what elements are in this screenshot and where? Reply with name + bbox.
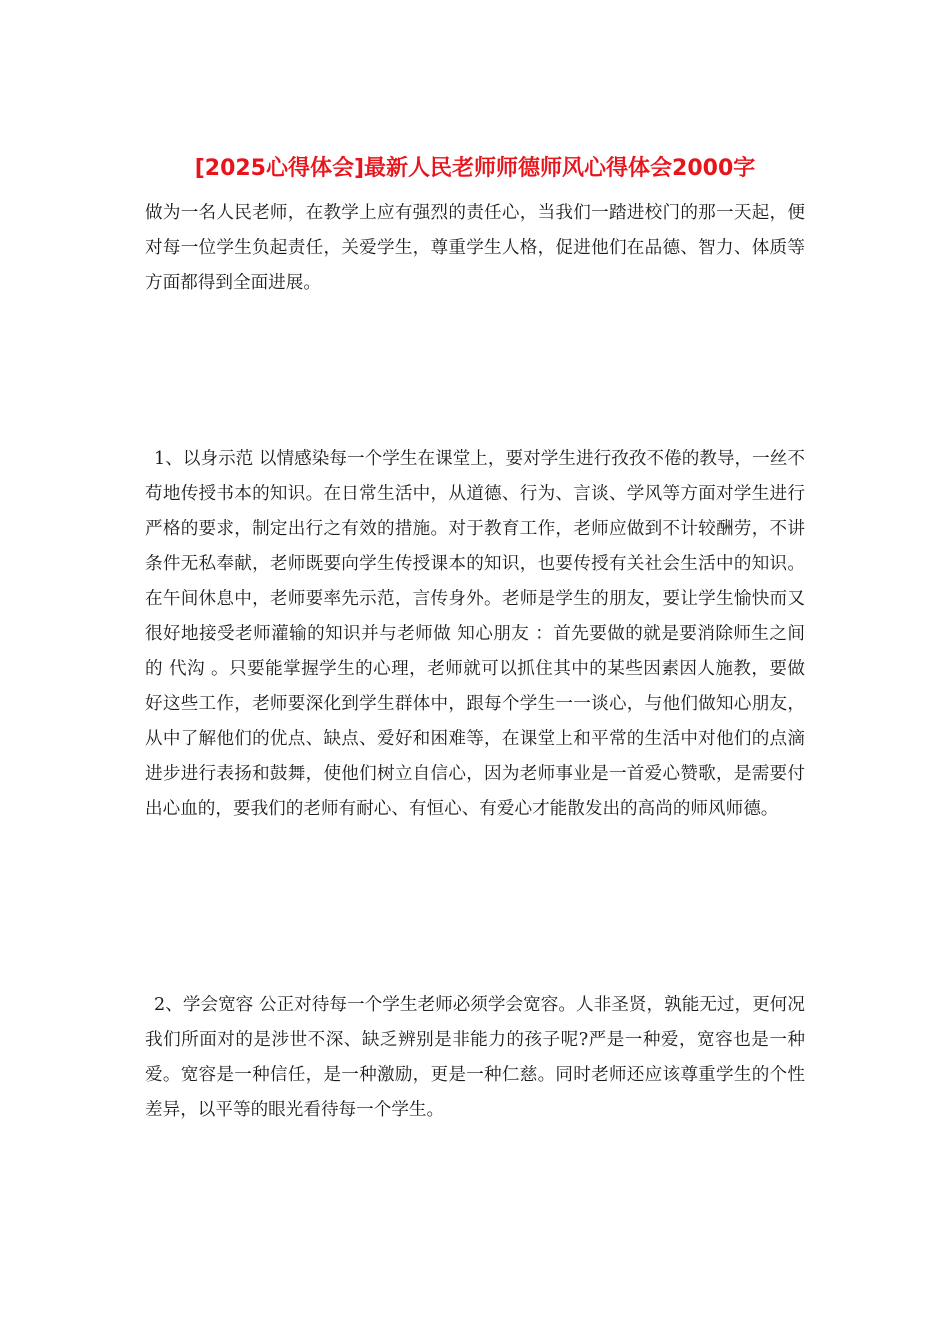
paragraph-section-1 bbox=[145, 442, 805, 827]
paragraph-section-2-text: 2、学会宽容 公正对待每一个学生老师必须学会宽容。人非圣贤，孰能无过，更何况我们所面对的是涉世不深、缺乏辨别是非能力的孩子呢?严是一种爱，宽容也是一种爱。宽容是一种信任，是一种激励，更是一种仁慈。同时老师还应该尊重学生的个性差异，以平等的眼光看待每一个学生。 bbox=[145, 995, 805, 1120]
paragraph-section-2 bbox=[145, 988, 805, 1128]
document-title: [2025心得体会]最新人民老师师德师风心得体会2000字 bbox=[194, 156, 756, 181]
paragraph-intro: 做为一名人民老师，在教学上应有强烈的责任心，当我们一踏进校门的那一天起，便对每一位学生负起责任，关爱学生，尊重学生人格，促进他们在品德、智力、体质等方面都得到全面进展。 bbox=[145, 203, 805, 293]
paragraph-section-1-text: 1、以身示范 以情感染每一个学生在课堂上，要对学生进行孜孜不倦的教导，一丝不苟地传授书本的知识。在日常生活中，从道德、行为、言谈、学风等方面对学生进行严格的要求，制定出行之有效的措施。对于教育工作，老师应做到不计较酬劳，不讲条件无私奉献，老师既要向学生传授课本的知识，也要传授有关社会生活中的知识。在午间休息中，老师要率先示范，言传身外。老师是学生的朋友，要让学生愉快而又很好地接受老师灌输的知识并与老师做 知心朋友 ：首先要做的就是要消除师生之间的 代沟 。只要能掌握学生的心理，老师就可以抓住其中的某些因素因人施教，要做好这些工作，老师要深化到学生群体中，跟每个学生一一谈心，与他们做知心朋友，从中了解他们的优点、缺点、爱好和困难等，在课堂上和平常的生活中对他们的点滴进步进行表扬和鼓舞，使他们树立自信心，因为老师事业是一首爱心赞歌，是需要付出心血的，要我们的老师有耐心、有恒心、有爱心才能散发出的高尚的师风师德。 bbox=[145, 449, 805, 819]
